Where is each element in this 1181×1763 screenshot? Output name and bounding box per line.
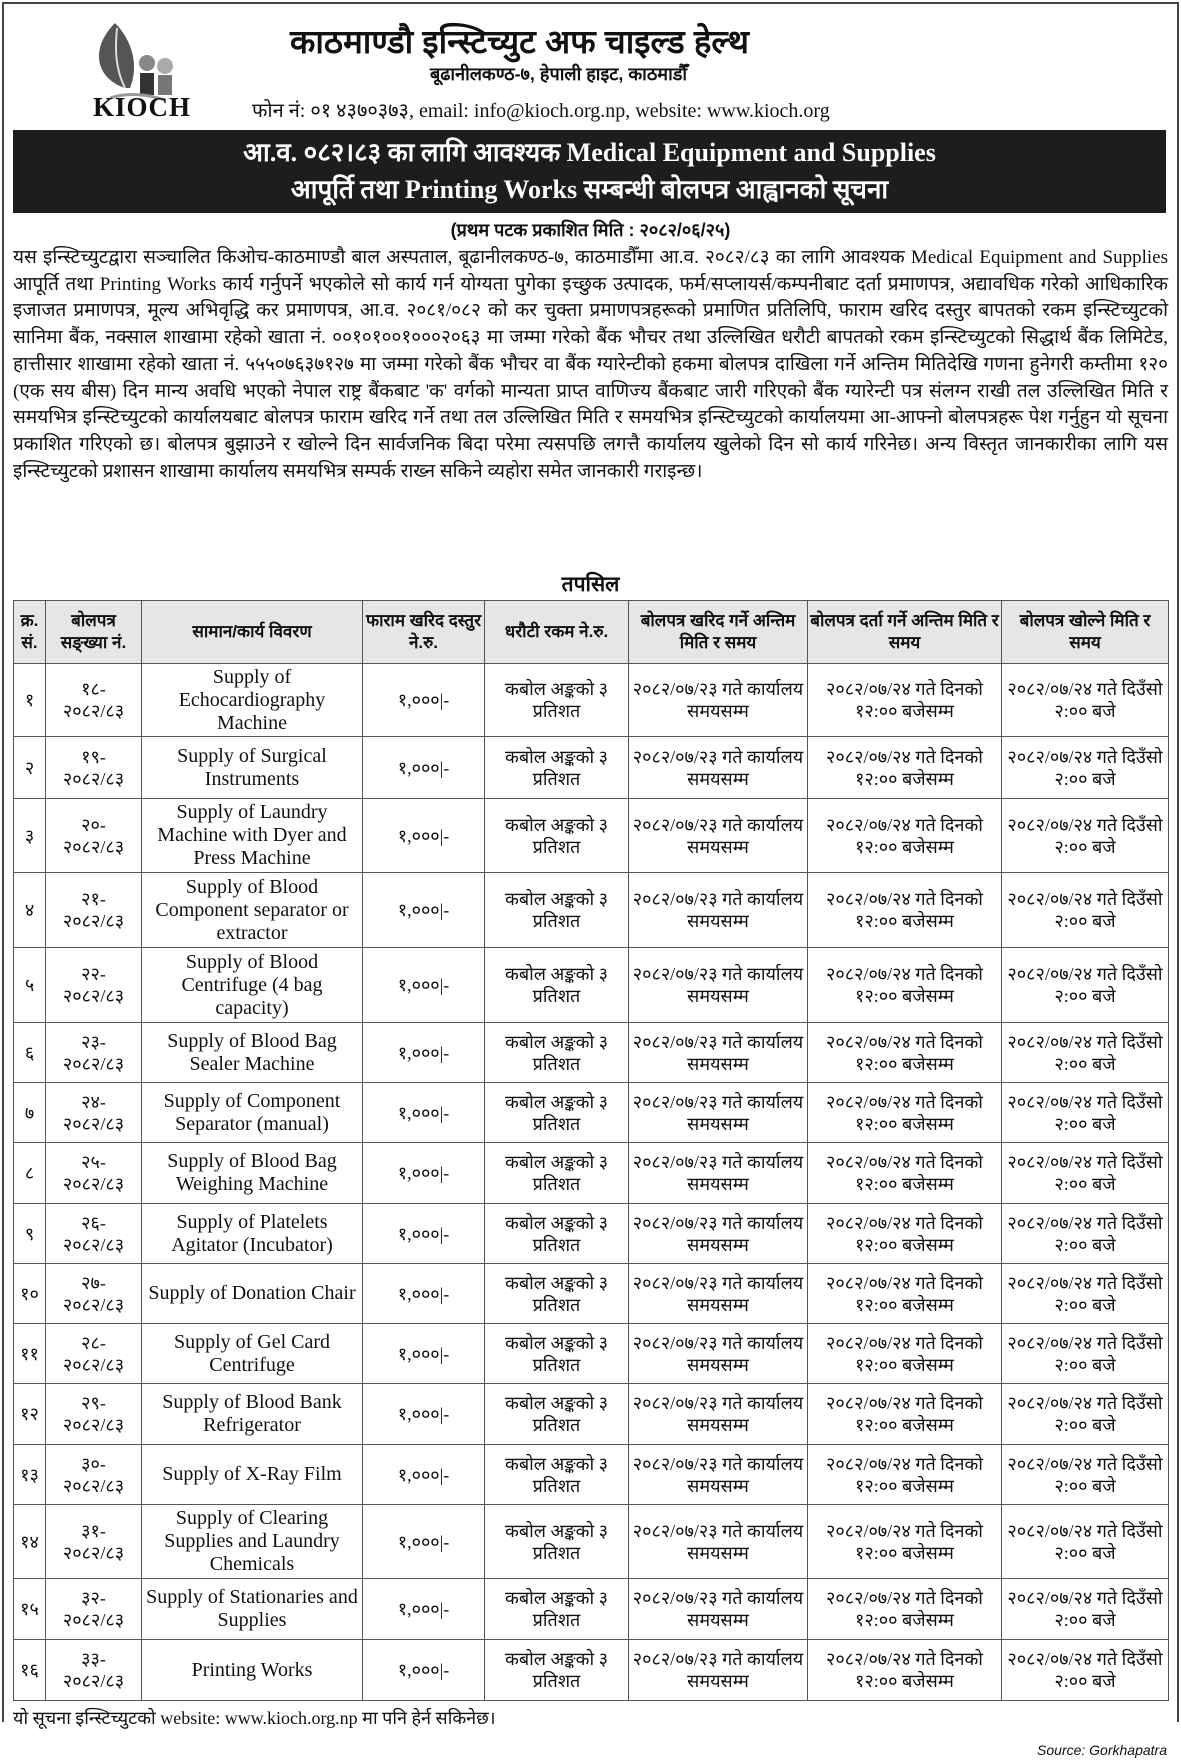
cell-fee: १,०००|- <box>363 1579 485 1640</box>
cell-no: ३३- २०८२/८३ <box>46 1640 142 1701</box>
tender-table <box>13 600 1169 1701</box>
cell-desc: Supply of Platelets Agitator (Incubator) <box>142 1204 363 1264</box>
table-row <box>14 1505 1169 1579</box>
cell-fee: १,०००|- <box>363 1640 485 1701</box>
cell-buy: २०८२/०७/२३ गते कार्यालय समयसम्म <box>629 1324 808 1384</box>
cell-no: १९- २०८२/८३ <box>46 737 142 799</box>
cell-desc: Printing Works <box>142 1640 363 1701</box>
cell-no: २१- २०८२/८३ <box>46 873 142 948</box>
cell-deposit: कबोल अङ्कको ३ प्रतिशत <box>485 1579 629 1640</box>
cell-buy: २०८२/०७/२३ गते कार्यालय समयसम्म <box>629 1143 808 1204</box>
cell-sn: ४ <box>14 873 46 948</box>
cell-deposit: कबोल अङ्कको ३ प्रतिशत <box>485 1264 629 1324</box>
cell-submit: २०८२/०७/२४ गते दिनको १२:०० बजेसम्म <box>808 1640 1002 1701</box>
cell-submit: २०८२/०७/२४ गते दिनको १२:०० बजेसम्म <box>808 1204 1002 1264</box>
cell-open: २०८२/०७/२४ गते दिउँसो २:०० बजे <box>1002 737 1169 799</box>
cell-deposit: कबोल अङ्कको ३ प्रतिशत <box>485 1384 629 1445</box>
cell-fee: १,०००|- <box>363 1264 485 1324</box>
cell-submit: २०८२/०७/२४ गते दिनको १२:०० बजेसम्म <box>808 948 1002 1023</box>
table-row <box>14 799 1169 873</box>
title-line-2: आपूर्ति तथा Printing Works सम्बन्धी बोलपत्र आह्वानको सूचना <box>290 175 889 204</box>
org-address: बूढानीलकण्ठ-७, हेपाली हाइट, काठमाडौँ <box>430 64 688 84</box>
cell-deposit: कबोल अङ्कको ३ प्रतिशत <box>485 1143 629 1204</box>
source-credit: Source: Gorkhapatra <box>1037 1742 1167 1758</box>
cell-submit: २०८२/०७/२४ गते दिनको १२:०० बजेसम्म <box>808 873 1002 948</box>
cell-sn: ३ <box>14 799 46 873</box>
cell-desc: Supply of Laundry Machine with Dyer and Press Machine <box>142 799 363 873</box>
cell-no: २५- २०८२/८३ <box>46 1143 142 1204</box>
cell-desc: Supply of Stationaries and Supplies <box>142 1579 363 1640</box>
cell-desc: Supply of Component Separator (manual) <box>142 1083 363 1143</box>
cell-open: २०८२/०७/२४ गते दिउँसो २:०० बजे <box>1002 1264 1169 1324</box>
cell-sn: १३ <box>14 1445 46 1505</box>
cell-sn: २ <box>14 737 46 799</box>
table-row <box>14 1023 1169 1083</box>
column-header: बोलपत्र खरिद गर्ने अन्तिम मिति र समय <box>629 601 808 664</box>
cell-desc: Supply of Clearing Supplies and Laundry Chemicals <box>142 1505 363 1579</box>
org-contact: फोन नं: ०१ ४३७०३७३, email: info@kioch.org.np, website: www.kioch.org <box>252 100 830 122</box>
cell-fee: १,०००|- <box>363 1083 485 1143</box>
column-header: क्र. सं. <box>14 601 46 664</box>
cell-sn: ११ <box>14 1324 46 1384</box>
table-row <box>14 664 1169 737</box>
table-row <box>14 1384 1169 1445</box>
cell-buy: २०८२/०७/२३ गते कार्यालय समयसम्म <box>629 1445 808 1505</box>
cell-no: २२- २०८२/८३ <box>46 948 142 1023</box>
publish-date: (प्रथम पटक प्रकाशित मिति : २०८२/०६/२५) <box>450 220 731 240</box>
cell-open: २०८२/०७/२४ गते दिउँसो २:०० बजे <box>1002 1579 1169 1640</box>
cell-desc: Supply of Echocardiography Machine <box>142 664 363 737</box>
table-row <box>14 873 1169 948</box>
column-header: बोलपत्र दर्ता गर्ने अन्तिम मिति र समय <box>808 601 1002 664</box>
cell-deposit: कबोल अङ्कको ३ प्रतिशत <box>485 737 629 799</box>
table-row <box>14 1640 1169 1701</box>
cell-fee: १,०००|- <box>363 1023 485 1083</box>
cell-no: २४- २०८२/८३ <box>46 1083 142 1143</box>
cell-sn: १६ <box>14 1640 46 1701</box>
cell-deposit: कबोल अङ्कको ३ प्रतिशत <box>485 664 629 737</box>
cell-open: २०८२/०७/२४ गते दिउँसो २:०० बजे <box>1002 873 1169 948</box>
cell-submit: २०८२/०७/२४ गते दिनको १२:०० बजेसम्म <box>808 1143 1002 1204</box>
cell-submit: २०८२/०७/२४ गते दिनको १२:०० बजेसम्म <box>808 1445 1002 1505</box>
cell-open: २०८२/०७/२४ गते दिउँसो २:०० बजे <box>1002 1640 1169 1701</box>
cell-desc: Supply of Blood Bag Sealer Machine <box>142 1023 363 1083</box>
cell-submit: २०८२/०७/२४ गते दिनको १२:०० बजेसम्म <box>808 1505 1002 1579</box>
cell-open: २०८२/०७/२४ गते दिउँसो २:०० बजे <box>1002 1384 1169 1445</box>
cell-open: २०८२/०७/२४ गते दिउँसो २:०० बजे <box>1002 1083 1169 1143</box>
cell-fee: १,०००|- <box>363 1143 485 1204</box>
table-row <box>14 1579 1169 1640</box>
cell-fee: १,०००|- <box>363 1324 485 1384</box>
cell-buy: २०८२/०७/२३ गते कार्यालय समयसम्म <box>629 737 808 799</box>
cell-desc: Supply of Surgical Instruments <box>142 737 363 799</box>
cell-fee: १,०००|- <box>363 664 485 737</box>
cell-no: २०- २०८२/८३ <box>46 799 142 873</box>
cell-sn: ९ <box>14 1204 46 1264</box>
column-header: सामान/कार्य विवरण <box>142 601 363 664</box>
org-name: काठमाण्डौ इन्स्टिच्युट अफ चाइल्ड हेल्थ <box>290 23 749 60</box>
cell-sn: १२ <box>14 1384 46 1445</box>
cell-no: २८- २०८२/८३ <box>46 1324 142 1384</box>
cell-buy: २०८२/०७/२३ गते कार्यालय समयसम्म <box>629 1579 808 1640</box>
cell-submit: २०८२/०७/२४ गते दिनको १२:०० बजेसम्म <box>808 737 1002 799</box>
cell-deposit: कबोल अङ्कको ३ प्रतिशत <box>485 1324 629 1384</box>
cell-open: २०८२/०७/२४ गते दिउँसो २:०० बजे <box>1002 1023 1169 1083</box>
notice-body: यस इन्स्टिच्युटद्वारा सञ्चालित किओच-काठमाण्डौ बाल अस्पताल, बूढानीलकण्ठ-७, काठमाडौँमा आ.व. २०८२/८३ का लागि आवश्यक Medical Equipment and Supplies आपूर्ति तथा Printing Works कार्य गर्नुपर्ने भएकोले सो कार्य गर्न योग्यता पुगेका इच्छुक उत्पादक, फर्म/सप्लायर्स/कम्पनीबाट दर्ता प्रमाणपत्र, अद्यावधिक गरेको आधिकारिक इजाजत प्रमाणपत्र, मूल्य अभिवृद्धि कर प्रमाणपत्र, आ.व. २०८१/०८२ को कर चुक्ता प्रमाणपत्रहरूको प्रमाणित प्रतिलिपि, फाराम खरिद दस्तुर बापतको रकम इन्स्टिच्युटको सानिमा बैंक, नक्साल शाखामा रहेको खाता नं. ००१०१००१०००२०६३ मा जम्मा गरेको बैंक भौचर तथा उल्लिखित धरौटी बापतको रकम इन्स्टिच्युटको सिद्धार्थ बैंक लिमिटेड, हात्तीसार शाखामा रहेको खाता नं. ५५५०७६३७१२७ मा जम्मा गरेको बैंक भौचर वा बैंक ग्यारेन्टीको हकमा बोलपत्र दाखिला गर्ने अन्तिम मितिदेखि गणना हुनेगरी कम्तीमा १२० (एक सय बीस) दिन मान्य अवधि भएको नेपाल राष्ट्र बैंकबाट 'क' वर्गको मान्यता प्राप्त वाणिज्य बैंकबाट जारी गरिएको बैंक ग्यारेन्टी पत्र संलग्न राखी तल उल्लिखित मिति र समयभित्र इन्स्टिच्युटको कार्यालयबाट बोलपत्र फाराम खरिद गर्ने तथा तल उल्लिखित मिति र समयभित्र इन्स्टिच्युटको कार्यालयमा आ-आफ्नो बोलपत्रहरू पेश गर्नुहुन यो सूचना प्रकाशित गरिएको छ। बोलपत्र बुझाउने र खोल्ने दिन सार्वजनिक बिदा परेमा त्यसपछि लगत्तै कार्यालय खुलेको दिन सो कार्य गरिनेछ। अन्य विस्तृत जानकारीका लागि यस इन्स्टिच्युटको प्रशासन शाखामा कार्यालय समयभित्र सम्पर्क राख्न सकिने व्यहोरा समेत जानकारी गराइन्छ। <box>13 247 1168 482</box>
cell-deposit: कबोल अङ्कको ३ प्रतिशत <box>485 873 629 948</box>
cell-buy: २०८२/०७/२३ गते कार्यालय समयसम्म <box>629 948 808 1023</box>
cell-fee: १,०००|- <box>363 873 485 948</box>
cell-fee: १,०००|- <box>363 1384 485 1445</box>
cell-desc: Supply of Gel Card Centrifuge <box>142 1324 363 1384</box>
cell-buy: २०८२/०७/२३ गते कार्यालय समयसम्म <box>629 1505 808 1579</box>
table-row <box>14 1083 1169 1143</box>
table-row <box>14 1445 1169 1505</box>
cell-submit: २०८२/०७/२४ गते दिनको १२:०० बजेसम्म <box>808 664 1002 737</box>
cell-open: २०८२/०७/२४ गते दिउँसो २:०० बजे <box>1002 1143 1169 1204</box>
table-row <box>14 1264 1169 1324</box>
cell-no: २७- २०८२/८३ <box>46 1264 142 1324</box>
column-header: बोलपत्र खोल्ने मिति र समय <box>1002 601 1169 664</box>
cell-no: ३१- २०८२/८३ <box>46 1505 142 1579</box>
cell-submit: २०८२/०७/२४ गते दिनको १२:०० बजेसम्म <box>808 1579 1002 1640</box>
column-header: फाराम खरिद दस्तुर ने.रु. <box>363 601 485 664</box>
cell-deposit: कबोल अङ्कको ३ प्रतिशत <box>485 1204 629 1264</box>
cell-sn: ६ <box>14 1023 46 1083</box>
cell-no: २९- २०८२/८३ <box>46 1384 142 1445</box>
cell-sn: १४ <box>14 1505 46 1579</box>
title-line-1: आ.व. ०८२।८३ का लागि आवश्यक Medical Equipment and Supplies <box>243 138 936 167</box>
cell-fee: १,०००|- <box>363 1505 485 1579</box>
cell-open: २०८२/०७/२४ गते दिउँसो २:०० बजे <box>1002 948 1169 1023</box>
table-title: तपसिल <box>561 573 620 596</box>
cell-sn: ८ <box>14 1143 46 1204</box>
cell-deposit: कबोल अङ्कको ३ प्रतिशत <box>485 1640 629 1701</box>
cell-open: २०८२/०७/२४ गते दिउँसो २:०० बजे <box>1002 664 1169 737</box>
cell-submit: २०८२/०७/२४ गते दिनको १२:०० बजेसम्म <box>808 1384 1002 1445</box>
cell-no: १८- २०८२/८३ <box>46 664 142 737</box>
cell-deposit: कबोल अङ्कको ३ प्रतिशत <box>485 799 629 873</box>
cell-no: २३- २०८२/८३ <box>46 1023 142 1083</box>
cell-deposit: कबोल अङ्कको ३ प्रतिशत <box>485 1445 629 1505</box>
cell-open: २०८२/०७/२४ गते दिउँसो २:०० बजे <box>1002 1204 1169 1264</box>
cell-fee: १,०००|- <box>363 948 485 1023</box>
cell-fee: १,०००|- <box>363 737 485 799</box>
table-row <box>14 948 1169 1023</box>
cell-submit: २०८२/०७/२४ गते दिनको १२:०० बजेसम्म <box>808 1083 1002 1143</box>
cell-open: २०८२/०७/२४ गते दिउँसो २:०० बजे <box>1002 1445 1169 1505</box>
cell-buy: २०८२/०७/२३ गते कार्यालय समयसम्म <box>629 873 808 948</box>
footer-note: यो सूचना इन्स्टिच्युटको website: www.kioch.org.np मा पनि हेर्न सकिनेछ। <box>13 1708 496 1728</box>
table-header-row <box>14 601 1169 664</box>
cell-fee: १,०००|- <box>363 1445 485 1505</box>
cell-sn: १ <box>14 664 46 737</box>
notice-title-banner <box>13 130 1166 213</box>
cell-desc: Supply of Donation Chair <box>142 1264 363 1324</box>
cell-buy: २०८२/०७/२३ गते कार्यालय समयसम्म <box>629 1204 808 1264</box>
table-row <box>14 1204 1169 1264</box>
cell-submit: २०८२/०७/२४ गते दिनको १२:०० बजेसम्म <box>808 1264 1002 1324</box>
table-row <box>14 737 1169 799</box>
column-header: बोलपत्र सङ्ख्या नं. <box>46 601 142 664</box>
cell-submit: २०८२/०७/२४ गते दिनको १२:०० बजेसम्म <box>808 799 1002 873</box>
cell-buy: २०८२/०७/२३ गते कार्यालय समयसम्म <box>629 1384 808 1445</box>
logo-text: KIOCH <box>93 92 192 122</box>
cell-buy: २०८२/०७/२३ गते कार्यालय समयसम्म <box>629 664 808 737</box>
cell-desc: Supply of Blood Bag Weighing Machine <box>142 1143 363 1204</box>
cell-open: २०८२/०७/२४ गते दिउँसो २:०० बजे <box>1002 799 1169 873</box>
cell-desc: Supply of X-Ray Film <box>142 1445 363 1505</box>
cell-deposit: कबोल अङ्कको ३ प्रतिशत <box>485 948 629 1023</box>
cell-fee: १,०००|- <box>363 1204 485 1264</box>
cell-no: ३०- २०८२/८३ <box>46 1445 142 1505</box>
cell-sn: १५ <box>14 1579 46 1640</box>
cell-deposit: कबोल अङ्कको ३ प्रतिशत <box>485 1023 629 1083</box>
cell-submit: २०८२/०७/२४ गते दिनको १२:०० बजेसम्म <box>808 1023 1002 1083</box>
cell-buy: २०८२/०७/२३ गते कार्यालय समयसम्म <box>629 1083 808 1143</box>
cell-open: २०८२/०७/२४ गते दिउँसो २:०० बजे <box>1002 1505 1169 1579</box>
cell-buy: २०८२/०७/२३ गते कार्यालय समयसम्म <box>629 1023 808 1083</box>
cell-desc: Supply of Blood Centrifuge (4 bag capacity) <box>142 948 363 1023</box>
cell-sn: १० <box>14 1264 46 1324</box>
cell-buy: २०८२/०७/२३ गते कार्यालय समयसम्म <box>629 1640 808 1701</box>
cell-desc: Supply of Blood Component separator or extractor <box>142 873 363 948</box>
cell-buy: २०८२/०७/२३ गते कार्यालय समयसम्म <box>629 799 808 873</box>
cell-desc: Supply of Blood Bank Refrigerator <box>142 1384 363 1445</box>
table-row <box>14 1324 1169 1384</box>
cell-deposit: कबोल अङ्कको ३ प्रतिशत <box>485 1505 629 1579</box>
column-header: धरौटी रकम ने.रु. <box>485 601 629 664</box>
table-row <box>14 1143 1169 1204</box>
cell-buy: २०८२/०७/२३ गते कार्यालय समयसम्म <box>629 1264 808 1324</box>
cell-no: २६- २०८२/८३ <box>46 1204 142 1264</box>
cell-fee: १,०००|- <box>363 799 485 873</box>
cell-open: २०८२/०७/२४ गते दिउँसो २:०० बजे <box>1002 1324 1169 1384</box>
cell-deposit: कबोल अङ्कको ३ प्रतिशत <box>485 1083 629 1143</box>
cell-no: ३२- २०८२/८३ <box>46 1579 142 1640</box>
cell-sn: ७ <box>14 1083 46 1143</box>
cell-submit: २०८२/०७/२४ गते दिनको १२:०० बजेसम्म <box>808 1324 1002 1384</box>
cell-sn: ५ <box>14 948 46 1023</box>
